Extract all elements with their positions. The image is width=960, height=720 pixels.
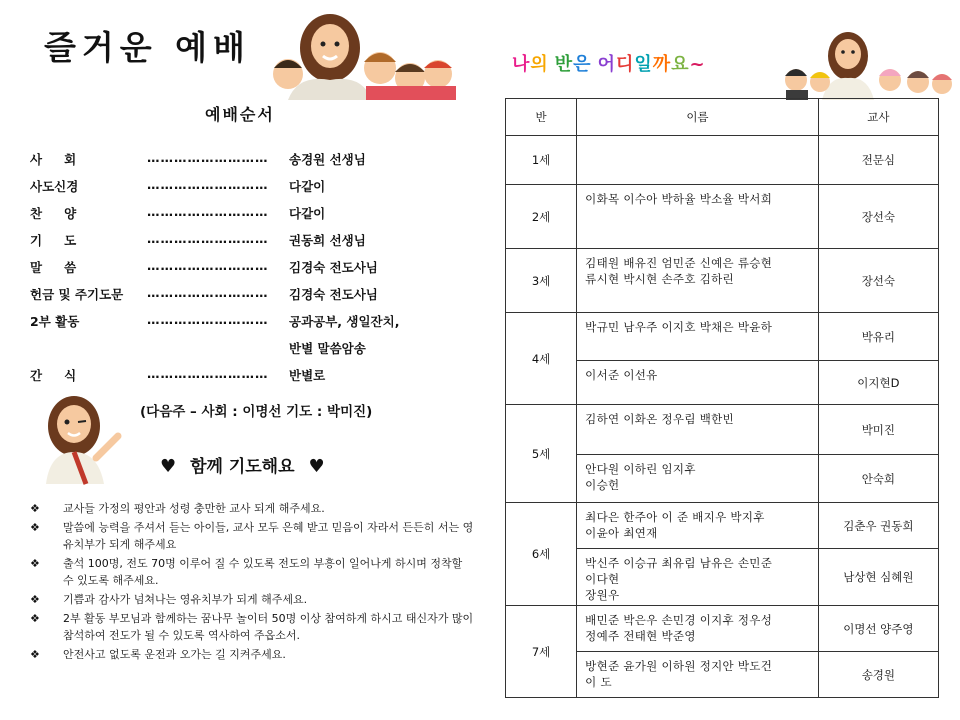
teacher-cell: 박유리 bbox=[818, 313, 938, 361]
title-letter: 반 bbox=[554, 54, 574, 75]
worship-order-heading: 예배순서 bbox=[205, 105, 275, 124]
names-cell: 김하연 이화온 정우림 백한빈 bbox=[577, 405, 819, 455]
dot-leader: ……………………… bbox=[147, 177, 269, 192]
order-label: 간식 bbox=[30, 368, 99, 383]
table-row bbox=[506, 313, 939, 361]
names-cell: 이화목 이수아 박하율 박소율 박서희 bbox=[577, 185, 819, 249]
prayer-list bbox=[30, 500, 475, 665]
order-row bbox=[30, 231, 450, 258]
jesus-with-kids-illustration bbox=[778, 30, 954, 100]
class-cell: 7세 bbox=[506, 606, 577, 698]
order-value: 다같이 bbox=[289, 179, 326, 194]
names-cell: 박신주 이승규 최유림 남유은 손민준 이다현 장원우 bbox=[577, 549, 819, 606]
dot-leader: ……………………… bbox=[147, 366, 269, 381]
diamond-bullet-icon: ❖ bbox=[30, 502, 40, 515]
table-header-row bbox=[506, 99, 939, 136]
title-letter: 까 bbox=[652, 54, 672, 75]
order-value: 송경원 선생님 bbox=[289, 152, 366, 167]
jesus-with-children-illustration bbox=[268, 8, 456, 100]
order-row bbox=[30, 339, 450, 366]
class-cell: 4세 bbox=[506, 313, 577, 405]
table-row bbox=[506, 405, 939, 455]
dot-leader: ……………………… bbox=[147, 150, 269, 165]
names-cell: 김태원 배유진 엄민준 신예은 류승현 류시현 박시현 손주호 김하린 bbox=[577, 249, 819, 313]
heart-icon: ♥ bbox=[160, 456, 177, 477]
diamond-bullet-icon: ❖ bbox=[30, 593, 40, 606]
teacher-cell: 안숙희 bbox=[818, 455, 938, 503]
heart-icon: ♥ bbox=[308, 456, 325, 477]
dot-leader: ……………………… bbox=[147, 204, 269, 219]
diamond-bullet-icon: ❖ bbox=[30, 521, 40, 534]
order-row bbox=[30, 177, 450, 204]
order-value: 반별로 bbox=[289, 368, 326, 383]
table-row bbox=[506, 249, 939, 313]
names-cell: 최다은 한주아 이 준 배지우 박지후 이윤아 최연재 bbox=[577, 503, 819, 549]
prayer-heading bbox=[160, 452, 325, 477]
prayer-item-text: 기쁨과 감사가 넘쳐나는 영유치부가 되게 해주세요. bbox=[63, 593, 308, 606]
title-letter: 어 bbox=[597, 54, 616, 75]
title-letter: 일 bbox=[634, 54, 653, 75]
class-cell: 3세 bbox=[506, 249, 577, 313]
names-cell: 박규민 남우주 이지호 박채은 박윤하 bbox=[577, 313, 819, 361]
winking-jesus-illustration bbox=[24, 392, 124, 487]
order-value: 권동희 선생님 bbox=[289, 233, 366, 248]
teacher-cell: 송경원 bbox=[818, 652, 938, 698]
order-label: 기도 bbox=[30, 233, 99, 248]
teacher-cell: 이명선 양주영 bbox=[818, 606, 938, 652]
title-letter: 의 bbox=[530, 54, 549, 75]
order-label: 사회 bbox=[30, 152, 99, 167]
order-label: 찬양 bbox=[30, 206, 99, 221]
prayer-item-text: 출석 100명, 전도 70명 이루어 질 수 있도록 전도의 부흥이 일어나게 하시며 정착할 수 있도록 해주세요. bbox=[63, 557, 463, 587]
order-row bbox=[30, 150, 450, 177]
prayer-item-text: 말씀에 능력을 주셔서 듣는 아이들, 교사 모두 은혜 받고 믿음이 자라서 든든히 서는 영유치부가 되게 해주세요 bbox=[63, 521, 474, 551]
prayer-item bbox=[30, 500, 475, 517]
order-value: 김경숙 전도사님 bbox=[289, 260, 378, 275]
names-cell: 배민준 박은우 손민경 이지후 정우성 정예주 전태현 박준영 bbox=[577, 606, 819, 652]
teacher-cell: 장선숙 bbox=[818, 249, 938, 313]
class-cell: 5세 bbox=[506, 405, 577, 503]
worship-order-list bbox=[30, 150, 450, 393]
order-label: 말씀 bbox=[30, 260, 99, 275]
dot-leader: ……………………… bbox=[147, 285, 269, 300]
names-cell: 안다원 이하린 임지후 이승헌 bbox=[577, 455, 819, 503]
title-letter: ~ bbox=[689, 54, 706, 75]
column-header-name: 이름 bbox=[577, 99, 819, 136]
teacher-cell: 박미진 bbox=[818, 405, 938, 455]
order-label: 사도신경 bbox=[30, 179, 79, 194]
table-row bbox=[506, 606, 939, 652]
names-cell bbox=[577, 136, 819, 185]
class-cell: 2세 bbox=[506, 185, 577, 249]
dot-leader: ……………………… bbox=[147, 312, 269, 327]
title-letter: 요 bbox=[671, 54, 690, 75]
order-value: 반별 말씀암송 bbox=[289, 341, 366, 356]
order-row bbox=[30, 258, 450, 285]
prayer-item bbox=[30, 519, 475, 553]
column-header-class: 반 bbox=[506, 99, 577, 136]
order-value: 김경숙 전도사님 bbox=[289, 287, 378, 302]
dot-leader: ……………………… bbox=[147, 231, 269, 246]
table-row bbox=[506, 136, 939, 185]
diamond-bullet-icon: ❖ bbox=[30, 612, 40, 625]
column-header-teacher: 교사 bbox=[818, 99, 938, 136]
diamond-bullet-icon: ❖ bbox=[30, 648, 40, 661]
title-letter: 디 bbox=[615, 54, 635, 75]
teacher-cell: 장선숙 bbox=[818, 185, 938, 249]
prayer-item bbox=[30, 555, 475, 589]
order-value: 공과공부, 생일잔치, bbox=[289, 314, 400, 329]
title-letter: 나 bbox=[512, 54, 531, 75]
order-label: 2부 활동 bbox=[30, 314, 80, 329]
table-row bbox=[506, 185, 939, 249]
dot-leader: ……………………… bbox=[147, 258, 269, 273]
names-cell: 이서준 이선유 bbox=[577, 361, 819, 405]
class-cell: 1세 bbox=[506, 136, 577, 185]
next-week-note: (다음주 – 사회 : 이명선 기도 : 박미진) bbox=[140, 404, 373, 420]
names-cell: 방현준 윤가원 이하원 정지안 박도건 이 도 bbox=[577, 652, 819, 698]
prayer-item bbox=[30, 591, 475, 608]
order-value: 다같이 bbox=[289, 206, 326, 221]
teacher-cell: 이지현D bbox=[818, 361, 938, 405]
class-table-title bbox=[512, 50, 706, 76]
prayer-item-text: 교사들 가정의 평안과 성령 충만한 교사 되게 해주세요. bbox=[63, 502, 325, 515]
prayer-heading-text: 함께 기도해요 bbox=[190, 457, 295, 477]
teacher-cell: 김춘우 권동희 bbox=[818, 503, 938, 549]
class-table bbox=[505, 98, 939, 698]
order-row bbox=[30, 366, 450, 393]
prayer-item-text: 2부 활동 부모님과 함께하는 꿈나무 놀이터 50명 이상 참여하게 하시고 태신자가 많이 참석하여 전도가 될 수 있도록 역사하여 주옵소서. bbox=[63, 612, 474, 642]
title-letter: 은 bbox=[573, 54, 592, 75]
prayer-item-text: 안전사고 없도록 운전과 오가는 길 지켜주세요. bbox=[63, 648, 286, 661]
page-title: 즐거운 예배 bbox=[44, 28, 251, 67]
order-row bbox=[30, 285, 450, 312]
prayer-item bbox=[30, 646, 475, 663]
class-cell: 6세 bbox=[506, 503, 577, 606]
order-label: 헌금 및 주기도문 bbox=[30, 287, 124, 302]
order-row bbox=[30, 204, 450, 231]
teacher-cell: 전문심 bbox=[818, 136, 938, 185]
diamond-bullet-icon: ❖ bbox=[30, 557, 40, 570]
prayer-item bbox=[30, 610, 475, 644]
order-row bbox=[30, 312, 450, 339]
teacher-cell: 남상현 심혜원 bbox=[818, 549, 938, 606]
table-row bbox=[506, 503, 939, 549]
